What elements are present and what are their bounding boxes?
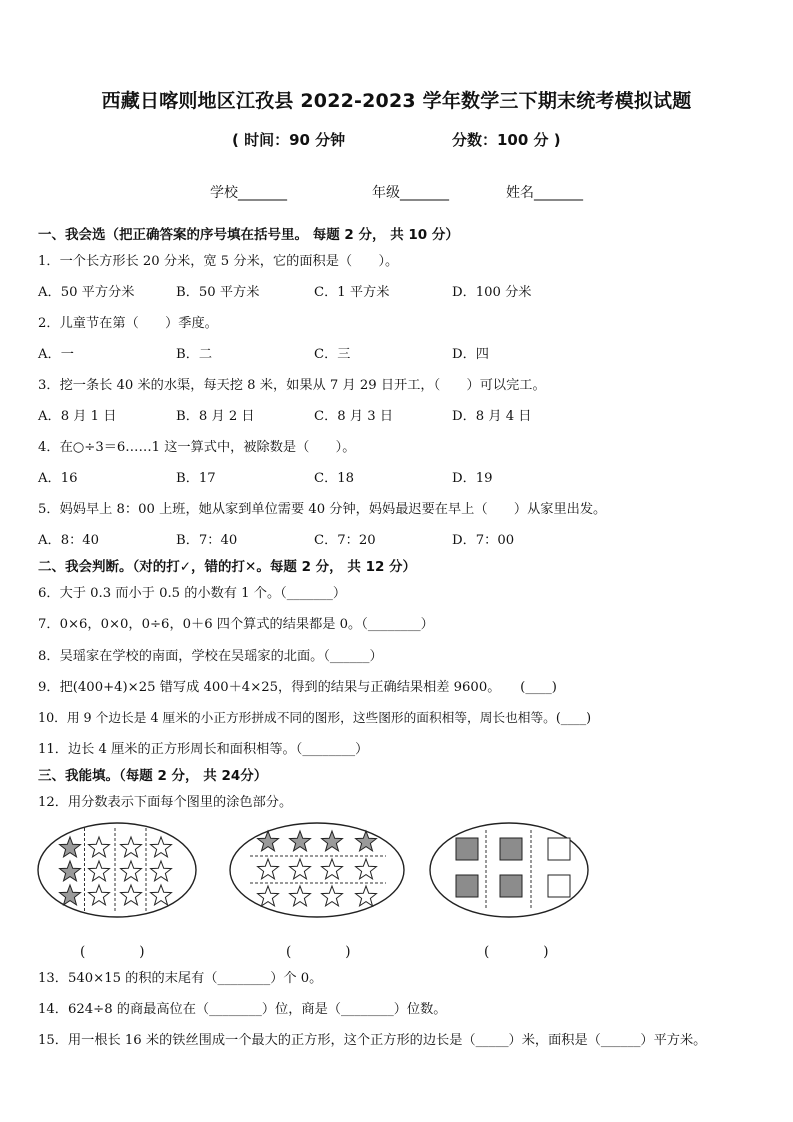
- square-icon: [456, 875, 478, 897]
- square-icon: [456, 838, 478, 860]
- figure-3-square-oval: [428, 820, 590, 920]
- q5-option-c: C．7：20: [314, 533, 376, 548]
- question-11: 11．边长 4 厘米的正方形周长和面积相等。（________）: [38, 742, 369, 757]
- star-icon: [89, 861, 110, 881]
- star-icon: [356, 859, 377, 879]
- question-7: 7．0×6，0×0，0÷6，0＋6 四个算式的结果都是 0。（________）: [38, 617, 434, 632]
- exam-time: ( 时间：90 分钟: [232, 131, 346, 149]
- figure-3-answer[interactable]: ( ): [484, 944, 549, 960]
- star-icon: [60, 885, 81, 905]
- question-8: 8．吴瑶家在学校的南面，学校在吴瑶家的北面。（______）: [38, 649, 383, 664]
- question-15: 15．用一根长 16 米的铁丝围成一个最大的正方形，这个正方形的边长是（_____）米，面积是（______）平方米。: [38, 1033, 707, 1048]
- square-icon: [548, 875, 570, 897]
- star-icon: [121, 885, 142, 905]
- q3-option-d: D．8 月 4 日: [452, 409, 532, 424]
- star-icon: [290, 886, 311, 906]
- star-icon: [60, 861, 81, 881]
- star-icon: [290, 859, 311, 879]
- star-icon: [322, 859, 343, 879]
- q5-option-b: B．7：40: [176, 533, 238, 548]
- q4-option-d: D．19: [452, 471, 493, 486]
- q3-option-a: A．8 月 1 日: [38, 409, 117, 424]
- star-icon: [258, 859, 279, 879]
- star-icon: [322, 831, 343, 851]
- star-icon: [121, 861, 142, 881]
- q2-option-c: C．三: [314, 347, 351, 362]
- name-field: 姓名_______: [506, 185, 583, 201]
- star-icon: [290, 831, 311, 851]
- star-icon: [151, 861, 172, 881]
- section1-heading: 一、我会选（把正确答案的序号填在括号里。 每题 2 分， 共 10 分）: [38, 227, 459, 243]
- question-5: 5．妈妈早上 8：00 上班，她从家到单位需要 40 分钟，妈妈最迟要在早上（ ）从家里出发。: [38, 502, 607, 517]
- q4-option-a: A．16: [38, 471, 78, 486]
- q1-option-a: A．50 平方分米: [38, 285, 135, 300]
- star-icon: [151, 885, 172, 905]
- q2-option-d: D．四: [452, 347, 489, 362]
- question-2: 2．儿童节在第（ ）季度。: [38, 316, 218, 331]
- q4-option-c: C．18: [314, 471, 355, 486]
- star-icon: [151, 837, 172, 857]
- q2-option-a: A．一: [38, 347, 74, 362]
- page-title: 西藏日喀则地区江孜县 2022-2023 学年数学三下期末统考模拟试题: [101, 90, 692, 112]
- school-field: 学校_______: [210, 185, 287, 201]
- question-13: 13．540×15 的积的末尾有（________）个 0。: [38, 971, 323, 986]
- q3-option-c: C．8 月 3 日: [314, 409, 394, 424]
- star-icon: [322, 886, 343, 906]
- question-6: 6．大于 0.3 而小于 0.5 的小数有 1 个。（_______）: [38, 586, 347, 601]
- exam-score: 分数：100 分 ): [452, 131, 561, 149]
- q5-option-a: A．8：40: [38, 533, 100, 548]
- q1-option-c: C．1 平方米: [314, 285, 390, 300]
- star-icon: [60, 837, 81, 857]
- star-icon: [89, 885, 110, 905]
- q5-option-d: D．7：00: [452, 533, 515, 548]
- question-4: 4．在○÷3＝6……1 这一算式中，被除数是（ ）。: [38, 440, 356, 455]
- square-icon: [500, 875, 522, 897]
- question-14: 14．624÷8 的商最高位在（________）位，商是（________）位数。: [38, 1002, 447, 1017]
- q2-option-b: B．二: [176, 347, 213, 362]
- figure-1-answer[interactable]: ( ): [80, 944, 145, 960]
- square-icon: [548, 838, 570, 860]
- figure-1-star-oval: [36, 820, 198, 920]
- figure-2-answer[interactable]: ( ): [286, 944, 351, 960]
- star-icon: [356, 886, 377, 906]
- question-10: 10．用 9 个边长是 4 厘米的小正方形拼成不同的图形，这些图形的面积相等，周长也相等。(____): [38, 710, 592, 725]
- q3-option-b: B．8 月 2 日: [176, 409, 255, 424]
- figure-2-star-oval: [228, 820, 406, 920]
- q1-option-b: B．50 平方米: [176, 285, 260, 300]
- q4-option-b: B．17: [176, 471, 216, 486]
- question-9: 9．把(400+4)×25 错写成 400＋4×25，得到的结果与正确结果相差 9600。 (____): [38, 680, 557, 695]
- question-3: 3．挖一条长 40 米的水渠，每天挖 8 米，如果从 7 月 29 日开工，（ ）可以完工。: [38, 378, 546, 393]
- star-icon: [89, 837, 110, 857]
- section2-heading: 二、我会判断。（对的打✓，错的打✕。每题 2 分， 共 12 分）: [38, 559, 417, 575]
- star-icon: [121, 837, 142, 857]
- q1-option-d: D．100 分米: [452, 285, 532, 300]
- question-12: 12．用分数表示下面每个图里的涂色部分。: [38, 795, 293, 810]
- section3-heading: 三、我能填。（每题 2 分， 共 24分）: [38, 768, 268, 784]
- grade-field: 年级_______: [372, 185, 449, 201]
- question-1: 1．一个长方形长 20 分米，宽 5 分米，它的面积是（ ）。: [38, 254, 399, 269]
- square-icon: [500, 838, 522, 860]
- star-icon: [258, 886, 279, 906]
